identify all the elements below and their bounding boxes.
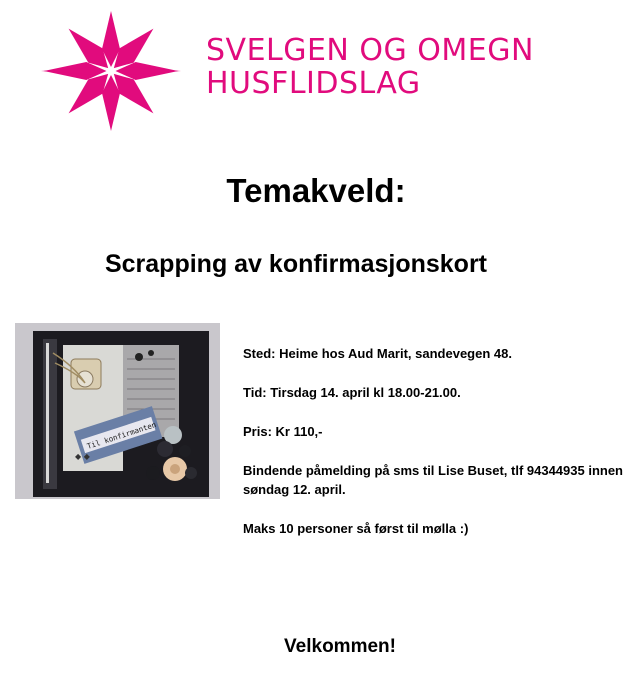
welcome-text: Velkommen! bbox=[284, 636, 396, 657]
info-time: Tid: Tirsdag 14. april kl 18.00-21.00. bbox=[243, 385, 461, 400]
confirmation-card-photo bbox=[15, 323, 220, 499]
logo-text bbox=[206, 34, 534, 100]
info-capacity: Maks 10 personer så først til mølla :) bbox=[243, 521, 469, 536]
info-price: Pris: Kr 110,- bbox=[243, 424, 323, 439]
svg-text:◆ ◆: ◆ ◆ bbox=[75, 452, 90, 461]
logo-line-2: HUSFLIDSLAG bbox=[206, 66, 421, 101]
card-text: Til konfirmanten bbox=[85, 420, 158, 451]
info-place: Sted: Heime hos Aud Marit, sandevegen 48. bbox=[243, 346, 512, 361]
event-info bbox=[243, 344, 628, 558]
info-signup: Bindende påmelding på sms til Lise Buset, tlf 94344935 innen søndag 12. april. bbox=[243, 463, 623, 497]
eight-point-star-icon bbox=[36, 6, 186, 136]
page-title: Temakveld: bbox=[226, 172, 406, 209]
confirmation-card-illustration bbox=[15, 323, 220, 499]
page-subtitle: Scrapping av konfirmasjonskort bbox=[104, 250, 488, 278]
logo-line-1: SVELGEN OG OMEGN bbox=[206, 33, 534, 68]
